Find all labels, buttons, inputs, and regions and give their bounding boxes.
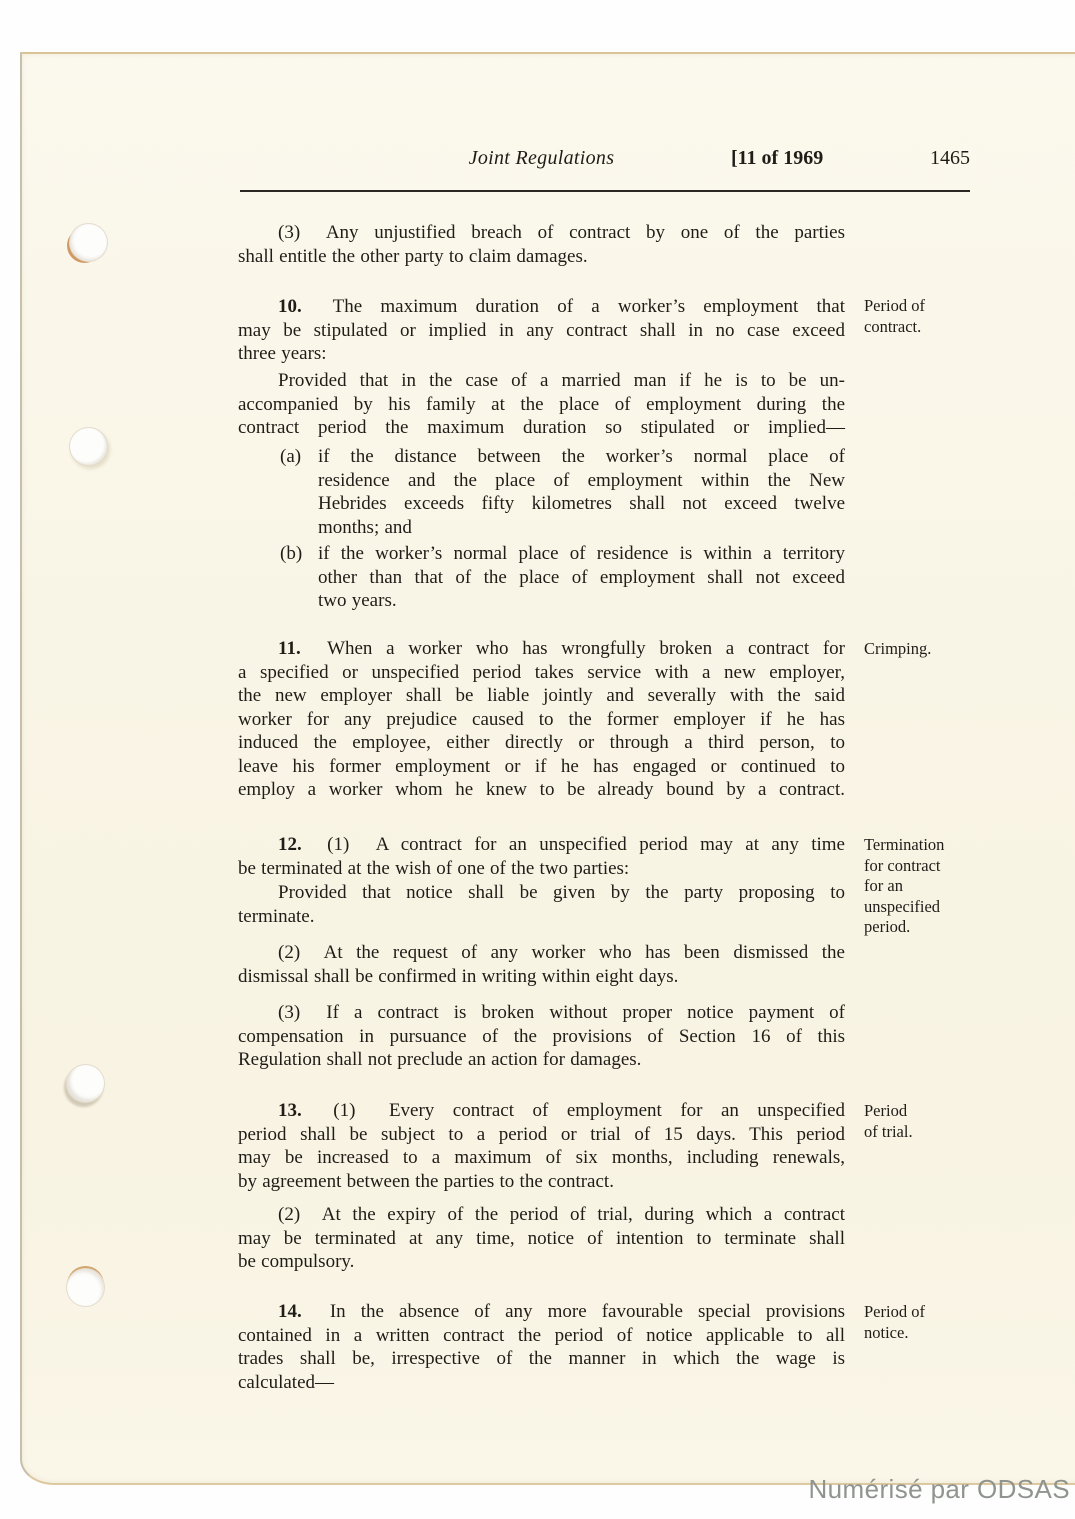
punch-hole — [69, 223, 108, 262]
section-13 — [238, 1099, 845, 1193]
text-line: may be increased to a maximum of six months, including renewals, — [238, 1147, 845, 1168]
text-line: be terminated at the wish of one of the two parties: — [238, 857, 630, 879]
text-line: Hebrides exceeds fifty kilometres shall not exceed twelve — [318, 493, 845, 514]
note-line: for contract — [864, 855, 941, 875]
text-line: if the distance between the worker’s normal place of — [318, 446, 845, 467]
paragraph-3 — [238, 221, 845, 268]
section-14 — [238, 1300, 845, 1394]
note-line: of trial. — [864, 1121, 913, 1141]
text-line: Provided that in the case of a married man if he is to be un- — [278, 370, 845, 391]
item-label: (b) — [280, 543, 303, 564]
body-column — [238, 0, 845, 1519]
note-line: Period of — [864, 1302, 925, 1321]
note-line: Termination — [864, 835, 945, 854]
text-line — [238, 833, 845, 857]
line-text: Every contract of employment for an unspecified — [388, 1100, 846, 1121]
text-line — [238, 221, 845, 245]
paragraph-13-2 — [238, 1203, 845, 1274]
text-line — [238, 1099, 845, 1123]
note-line: Period — [864, 1101, 908, 1120]
margin-note-crimping — [864, 639, 978, 660]
text-line — [238, 295, 845, 319]
header-citation: [11 of 1969 — [731, 147, 824, 169]
section-10-proviso — [238, 369, 845, 440]
list-item-b — [238, 542, 845, 613]
text-line: terminate. — [238, 905, 315, 927]
text-line: months; and — [318, 516, 412, 538]
text-line: period shall be subject to a period or trial of 15 days. This period — [238, 1123, 845, 1145]
paragraph-label: (2) — [278, 942, 301, 963]
line-text: A contract for an unspecified period may at any time — [375, 834, 845, 855]
text-line: the new employer shall be liable jointly and severally with the said — [238, 685, 845, 706]
text-line: may be terminated at any time, notice of intention to terminate shall — [238, 1227, 845, 1249]
text-line: employ a worker whom he knew to be already bound by a contract. — [238, 779, 845, 800]
text-line: three years: — [238, 343, 327, 364]
subsection-label: (1) — [333, 1100, 356, 1121]
note-line: Period of — [864, 296, 925, 315]
note-line: for an — [864, 876, 903, 895]
punch-hole — [69, 427, 108, 466]
paragraph-12-2 — [238, 941, 845, 988]
text-line — [238, 637, 845, 661]
text-line: induced the employee, either directly or through a third person, to — [238, 732, 845, 753]
note-line: Crimping. — [864, 639, 932, 658]
text-line: compensation in pursuance of the provisions of Section 16 of this — [238, 1025, 845, 1047]
text-line: worker for any prejudice caused to the former employer if he has — [238, 708, 845, 730]
margin-note-period-of-trial — [864, 1101, 978, 1142]
text-line — [238, 1203, 845, 1227]
line-text: If a contract is broken without proper notice payment of — [326, 1002, 846, 1023]
text-line: by agreement between the parties to the contract. — [238, 1170, 614, 1192]
list-item-a — [238, 445, 845, 539]
section-11 — [238, 637, 845, 802]
text-line: leave his former employment or if he has engaged or continued to — [238, 755, 845, 777]
text-line: if the worker’s normal place of residence is within a territory — [318, 543, 845, 564]
section-12 — [238, 833, 845, 880]
subsection-label: (1) — [327, 834, 350, 855]
text-line — [238, 1001, 845, 1025]
text-line: calculated— — [238, 1371, 335, 1393]
header-page-number: 1465 — [930, 147, 970, 169]
text-line: contract period the maximum duration so stipulated or implied— — [238, 417, 845, 438]
line-text: At the request of any worker who has been dismissed the — [323, 942, 845, 963]
section-number: 13. — [278, 1100, 302, 1121]
margin-note-period-of-contract — [864, 296, 978, 337]
line-text: At the expiry of the period of trial, during which a contract — [321, 1204, 846, 1225]
text-line: accompanied by his family at the place of employment during the — [238, 393, 845, 415]
note-line: notice. — [864, 1322, 909, 1342]
text-line: Provided that notice shall be given by the party proposing to — [278, 882, 845, 903]
section-10 — [238, 295, 845, 366]
text-line: residence and the place of employment within the New — [318, 469, 845, 491]
section-number: 12. — [278, 834, 302, 855]
paragraph-12-3 — [238, 1001, 845, 1072]
margin-note-termination — [864, 835, 978, 938]
line-text: In the absence of any more favourable special provisions — [329, 1301, 846, 1322]
note-line: unspecified — [864, 896, 941, 916]
watermark: Numérisé par ODSAS — [808, 1474, 1070, 1504]
punch-hole — [66, 1268, 105, 1307]
paragraph-label: (3) — [278, 1002, 301, 1023]
line-text: When a worker who has wrongfully broken a contract for — [327, 638, 845, 659]
section-12-proviso — [238, 881, 845, 928]
text-line: two years. — [318, 590, 397, 611]
section-number: 10. — [278, 296, 302, 317]
text-line: dismissal shall be confirmed in writing within eight days. — [238, 965, 679, 987]
text-line: Regulation shall not preclude an action for damages. — [238, 1049, 642, 1070]
text-line: may be stipulated or implied in any contract shall in no case exceed — [238, 319, 845, 341]
text-line — [238, 941, 845, 965]
punch-hole — [66, 1064, 105, 1103]
text-line: trades shall be, irrespective of the manner in which the wage is — [238, 1348, 845, 1369]
page-title: Joint Regulations — [468, 147, 615, 169]
paragraph-label: (3) — [278, 222, 301, 243]
section-number: 14. — [278, 1301, 302, 1322]
note-line: period. — [864, 917, 911, 936]
item-label: (a) — [280, 446, 302, 467]
paragraph-label: (2) — [278, 1204, 301, 1225]
text-line: be compulsory. — [238, 1251, 355, 1272]
section-number: 11. — [278, 638, 301, 659]
line-text: Any unjustified breach of contract by one of the parties — [325, 222, 846, 243]
note-line: contract. — [864, 316, 922, 336]
text-line: contained in a written contract the period of notice applicable to all — [238, 1324, 845, 1346]
text-line: shall entitle the other party to claim damages. — [238, 245, 588, 267]
line-text: The maximum duration of a worker’s employment that — [332, 296, 845, 317]
text-line: other than that of the place of employment shall not exceed — [318, 566, 845, 588]
text-line — [238, 1300, 845, 1324]
text-line: a specified or unspecified period takes service with a new employer, — [238, 661, 845, 683]
margin-note-period-of-notice — [864, 1302, 978, 1343]
